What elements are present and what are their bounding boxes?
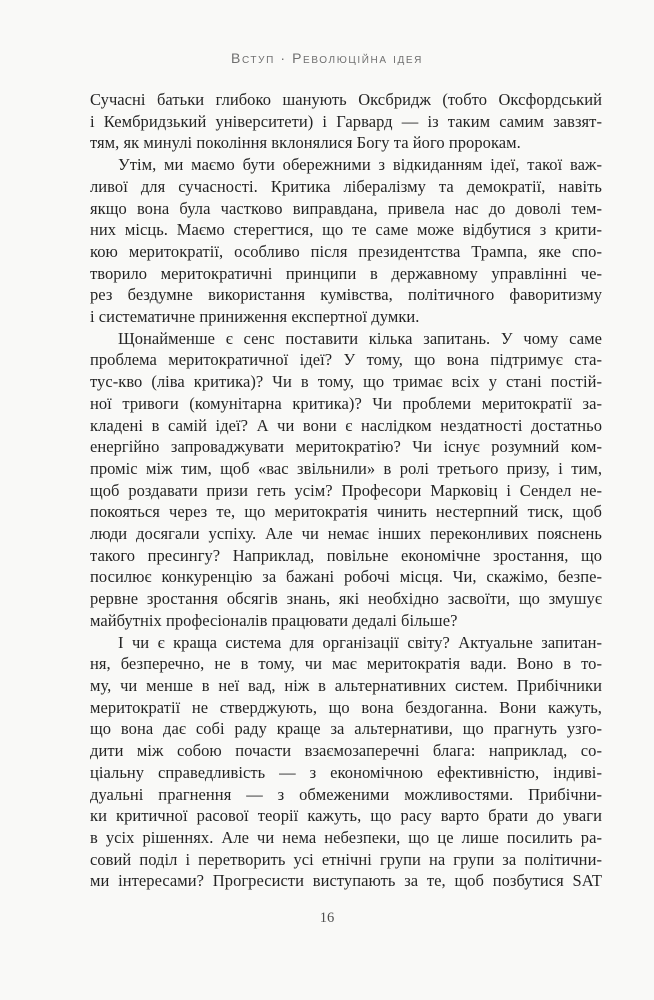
text-line: ної тривоги (комунітарна критика)? Чи проблеми меритократії за- xyxy=(90,393,602,413)
text-line: меритократії не стверджують, що вона бездоганна. Вони кажуть, xyxy=(90,697,602,717)
text-line: рервне зростання обсягів знань, які необхідно засвоїти, що змушує xyxy=(90,589,602,609)
text-line: люди досягали успіху. Але чи немає інших переконливих пояснень xyxy=(90,524,602,544)
text-line: дити між собою почасти взаємозаперечні блага: наприклад, со- xyxy=(90,741,602,761)
text-line: посилює конкуренцію за бажані робочі місця. Чи, скажімо, безпе- xyxy=(90,567,602,587)
text-line: творило меритократичні принципи в державному управлінні че- xyxy=(90,263,602,283)
text-line: Щонайменше є сенс поставити кілька запитань. У чому саме xyxy=(118,328,602,348)
text-line: кладені в самій ідеї? А чи вони є наслідком нездатності достатньо xyxy=(90,415,602,435)
text-line: проміс між тим, щоб «вас звільнили» в ролі третього призу, і тим, xyxy=(90,458,602,478)
text-block xyxy=(90,89,602,892)
text-line: ня, безперечно, не в тому, чи має меритократія вади. Воно в то- xyxy=(90,654,602,674)
text-line: ливої для сучасності. Критика лібералізму та демократії, навіть xyxy=(90,176,602,196)
text-line: дуальні прагнення — з обмеженими можливостями. Прибічни- xyxy=(90,784,602,804)
text-line: проблема меритократичної ідеї? У тому, що вона підтримує ста- xyxy=(90,350,602,370)
text-line: в усіх рішеннях. Але чи нема небезпеки, що це лише посилить ра- xyxy=(90,827,602,847)
text-line: рез бездумне використання кумівства, політичного фаворитизму xyxy=(90,285,602,305)
text-line: кою меритократії, особливо після президентства Трампа, яке спо- xyxy=(90,241,602,261)
text-line: такого пресингу? Наприклад, повільне економічне зростання, що xyxy=(90,545,602,565)
page-number: 16 xyxy=(319,910,335,926)
text-line: І чи є краща система для організації світу? Актуальне запитан- xyxy=(118,632,602,652)
text-line: що вона дає собі раду краще за альтернативи, що прагнуть узго- xyxy=(90,719,602,739)
text-line: ми інтересами? Прогресисти виступають за те, щоб позбутися SAT xyxy=(90,871,602,891)
text-line: му, чи менше в неї вад, ніж в альтернативних систем. Прибічники xyxy=(90,675,602,695)
text-line: енергійно запроваджувати меритократію? Чи існує розумний ком- xyxy=(90,437,602,457)
running-head: Вступ · Революційна ідея xyxy=(231,50,423,66)
text-line: якщо вона була частково виправдана, привела нас до доволі тем- xyxy=(90,198,602,218)
text-line: і систематичне приниження експертної думки. xyxy=(90,307,420,327)
text-line: ціальну справедливість — з економічною ефективністю, індиві- xyxy=(90,762,602,782)
text-line: майбутніх професіоналів працювати дедалі більше? xyxy=(90,610,458,630)
text-line: них місць. Маємо стерегтися, що те саме може відбутися з крити- xyxy=(90,220,602,240)
text-line: тус-кво (ліва критика)? Чи в тому, що тримає всіх у стані постій- xyxy=(90,372,602,392)
text-line: Утім, ми маємо бути обережними з відкиданням ідеї, такої важ- xyxy=(118,155,602,175)
text-line: і Кембридзький університети) і Гарвард — із таким самим завзят- xyxy=(90,111,602,131)
text-line: покояться через те, що меритократія чинить нестерпний тиск, щоб xyxy=(90,502,602,522)
text-line: Сучасні батьки глибоко шанують Оксбридж (тобто Оксфордський xyxy=(90,90,602,109)
text-line: щоб роздавати призи геть усім? Професори Марковіц і Сендел не- xyxy=(90,480,602,500)
text-line: ки критичної расової теорії кажуть, що расу варто брати до уваги xyxy=(90,806,602,826)
text-line: тям, як минулі покоління вклонялися Богу та його пророкам. xyxy=(90,133,521,153)
text-line: совий поділ і перетворить усі етнічні групи на групи за політични- xyxy=(90,849,602,869)
